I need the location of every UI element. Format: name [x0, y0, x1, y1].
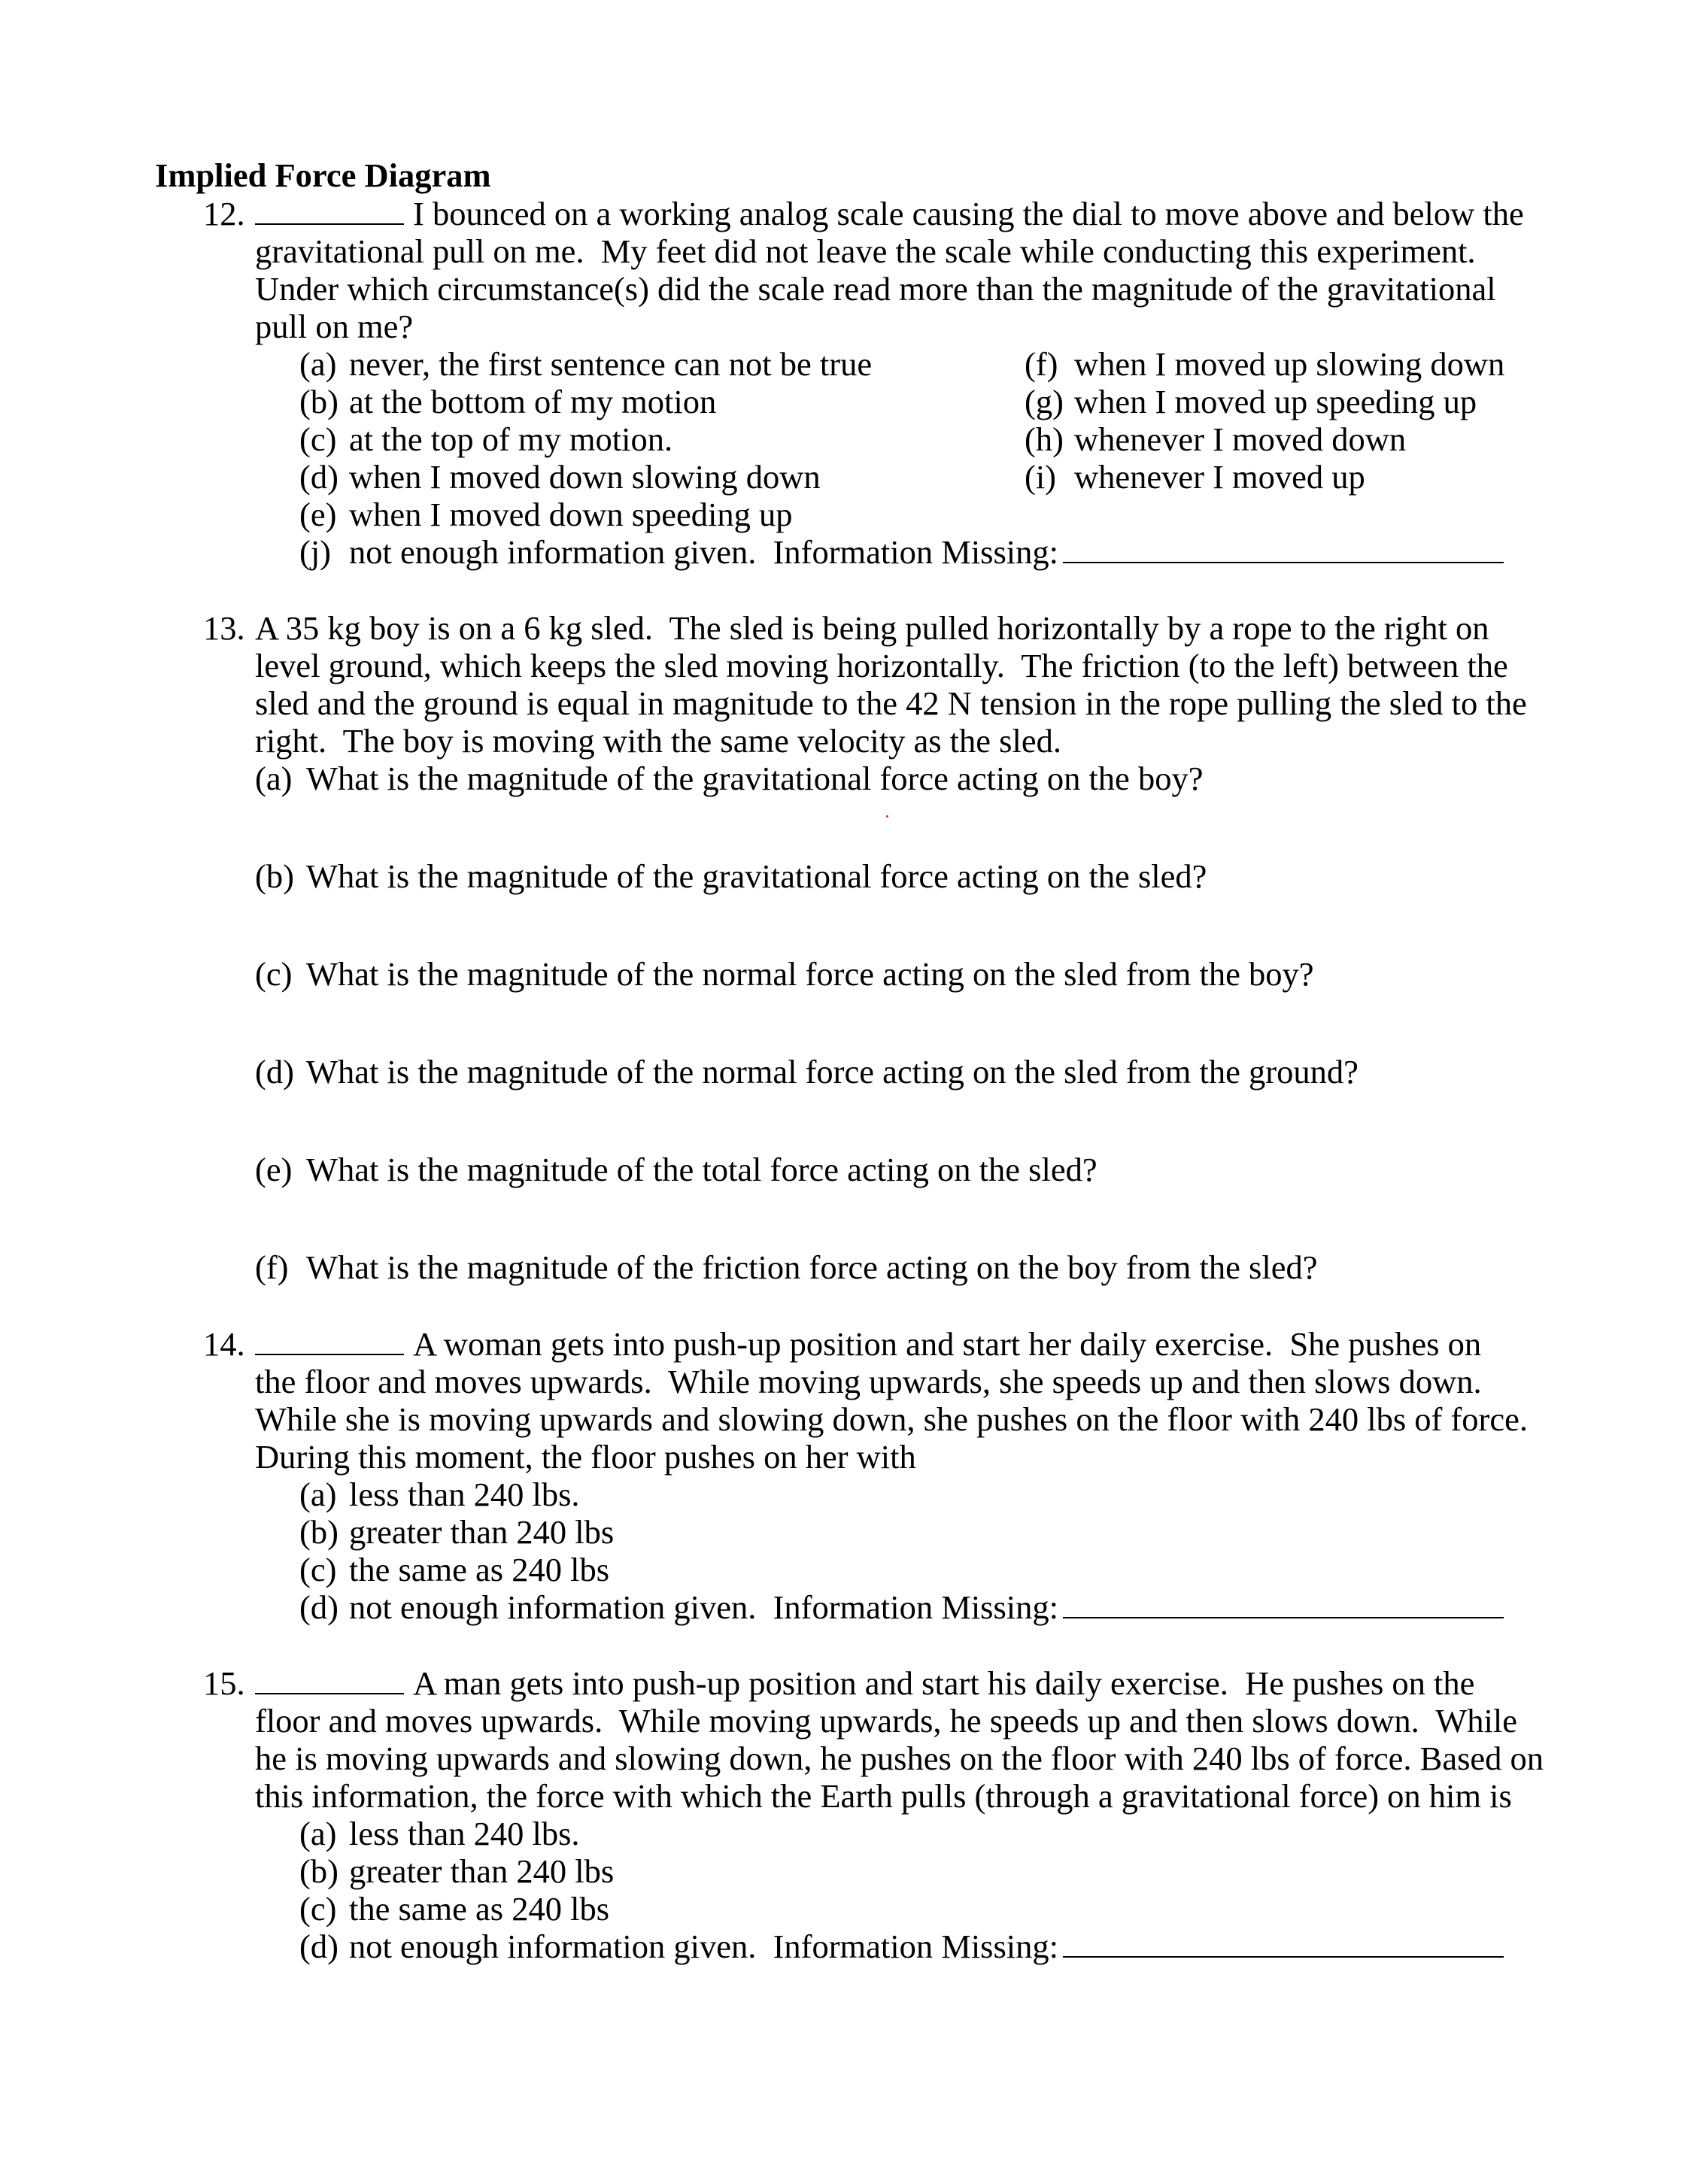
question-13-stem-line-3: sled and the ground is equal in magnitude to the 42 N tension in the rope pulling the sled to the: [255, 684, 1527, 722]
q13-subquestion-f: [255, 1248, 1317, 1286]
question-15-stem-line-4: this information, the force with which the Earth pulls (through a gravitational force) on him is: [255, 1777, 1512, 1815]
option-label: (i): [1025, 458, 1057, 496]
subquestion-text: What is the magnitude of the total force acting on the sled?: [306, 1151, 1098, 1188]
subquestion-label: (e): [255, 1151, 293, 1188]
question-12-stem-line-1: [255, 195, 1524, 232]
question-15-stem-line-2: floor and moves upwards. While moving upwards, he speeds up and then slows down. While: [255, 1702, 1517, 1740]
option-text: never, the first sentence can not be true: [349, 345, 873, 383]
q12-option-c: [299, 420, 672, 458]
option-label: (c): [299, 1551, 337, 1588]
question-15-stem-line-1: [255, 1664, 1474, 1702]
q12-option-d: [299, 458, 821, 496]
question-13-number: 13.: [203, 609, 245, 647]
option-text: the same as 240 lbs: [349, 1890, 610, 1928]
option-text: less than 240 lbs.: [349, 1815, 580, 1852]
question-13-stem-line-1: A 35 kg boy is on a 6 kg sled. The sled is being pulled horizontally by a rope to the right on: [255, 609, 1489, 647]
option-label: (d): [299, 458, 339, 496]
question-15-stem-line-3: he is moving upwards and slowing down, he pushes on the floor with 240 lbs of force. Based on: [255, 1740, 1544, 1777]
q12-option-g: [1025, 383, 1477, 420]
option-label: (f): [1025, 345, 1058, 383]
q15-stem-text-1: A man gets into push-up position and start his daily exercise. He pushes on the: [413, 1664, 1475, 1702]
question-12-stem-line-4: pull on me?: [255, 308, 414, 345]
question-14-number: 14.: [203, 1325, 245, 1363]
subquestion-text: What is the magnitude of the gravitational force acting on the boy?: [306, 760, 1204, 797]
option-label: (j): [299, 533, 332, 571]
option-text: not enough information given. Information Missing:: [349, 1928, 1059, 1965]
option-text: not enough information given. Information Missing:: [349, 533, 1059, 571]
option-text: at the bottom of my motion: [349, 383, 717, 420]
q13-subquestion-c: [255, 955, 1314, 993]
page-title: Implied Force Diagram: [155, 156, 491, 194]
subquestion-label: (a): [255, 760, 293, 797]
option-text: less than 240 lbs.: [349, 1476, 580, 1513]
option-label: (b): [299, 1513, 339, 1551]
information-missing-blank-12[interactable]: [1063, 533, 1504, 563]
q12-option-b: [299, 383, 716, 420]
option-label: (d): [299, 1928, 339, 1965]
option-label: (a): [299, 1815, 337, 1852]
q14-option-d: [299, 1588, 1504, 1626]
option-text: when I moved up slowing down: [1074, 345, 1505, 383]
question-12-stem-line-2: gravitational pull on me. My feet did not leave the scale while conducting this experiment.: [255, 232, 1476, 270]
option-text: not enough information given. Information Missing:: [349, 1588, 1059, 1626]
q12-stem-text-1: I bounced on a working analog scale causing the dial to move above and below the: [413, 195, 1524, 232]
option-label: (c): [299, 1890, 337, 1928]
option-label: (h): [1025, 420, 1064, 458]
question-14-stem-line-4: During this moment, the floor pushes on her with: [255, 1438, 916, 1476]
option-text: at the top of my motion.: [349, 420, 673, 458]
q12-option-h: [1025, 420, 1406, 458]
q14-stem-text-1: A woman gets into push-up position and start her daily exercise. She pushes on: [413, 1325, 1482, 1363]
answer-blank-14[interactable]: [255, 1325, 404, 1355]
question-13-stem-line-2: level ground, which keeps the sled moving horizontally. The friction (to the left) between the: [255, 647, 1508, 684]
q13-subquestion-b: [255, 857, 1207, 895]
question-12-stem-line-3: Under which circumstance(s) did the scale read more than the magnitude of the gravitational: [255, 270, 1496, 308]
q12-option-e: [299, 496, 793, 533]
q15-option-a: [299, 1815, 580, 1852]
q13-subquestion-d: [255, 1053, 1359, 1090]
q12-option-f: [1025, 345, 1504, 383]
stray-red-mark: [886, 815, 888, 817]
q13-subquestion-e: [255, 1151, 1098, 1188]
question-13-stem-line-4: right. The boy is moving with the same velocity as the sled.: [255, 722, 1061, 760]
option-text: when I moved down speeding up: [349, 496, 793, 533]
option-label: (a): [299, 1476, 337, 1513]
q12-option-j: [299, 533, 1504, 571]
option-label: (b): [299, 383, 339, 420]
question-12-number: 12.: [203, 195, 245, 232]
answer-blank-12[interactable]: [255, 195, 404, 225]
q15-option-c: [299, 1890, 609, 1928]
q12-option-a: [299, 345, 872, 383]
option-text: greater than 240 lbs: [349, 1852, 615, 1890]
information-missing-blank-15[interactable]: [1063, 1928, 1504, 1958]
option-text: whenever I moved down: [1074, 420, 1407, 458]
question-14-stem-line-1: [255, 1325, 1481, 1363]
q14-option-c: [299, 1551, 609, 1588]
option-label: (d): [299, 1588, 339, 1626]
subquestion-text: What is the magnitude of the friction force acting on the boy from the sled?: [306, 1248, 1318, 1286]
option-label: (b): [299, 1852, 339, 1890]
q14-option-a: [299, 1476, 580, 1513]
q12-option-i: [1025, 458, 1365, 496]
option-label: (c): [299, 420, 337, 458]
subquestion-text: What is the magnitude of the normal force acting on the sled from the boy?: [306, 955, 1314, 993]
option-label: (e): [299, 496, 337, 533]
question-14-stem-line-2: the floor and moves upwards. While moving upwards, she speeds up and then slows down.: [255, 1363, 1482, 1400]
q15-option-d: [299, 1928, 1504, 1965]
question-15-number: 15.: [203, 1664, 245, 1702]
option-label: (a): [299, 345, 337, 383]
option-text: the same as 240 lbs: [349, 1551, 610, 1588]
subquestion-label: (b): [255, 857, 294, 895]
q13-subquestion-a: [255, 760, 1203, 797]
q14-option-b: [299, 1513, 614, 1551]
question-14-stem-line-3: While she is moving upwards and slowing down, she pushes on the floor with 240 lbs of force.: [255, 1400, 1528, 1438]
subquestion-text: What is the magnitude of the gravitational force acting on the sled?: [306, 857, 1207, 895]
option-text: when I moved up speeding up: [1074, 383, 1477, 420]
subquestion-label: (d): [255, 1053, 294, 1090]
option-label: (g): [1025, 383, 1064, 420]
option-text: whenever I moved up: [1074, 458, 1365, 496]
answer-blank-15[interactable]: [255, 1664, 404, 1694]
subquestion-label: (c): [255, 955, 293, 993]
subquestion-label: (f): [255, 1248, 289, 1286]
option-text: when I moved down slowing down: [349, 458, 821, 496]
q15-option-b: [299, 1852, 614, 1890]
option-text: greater than 240 lbs: [349, 1513, 615, 1551]
subquestion-text: What is the magnitude of the normal force acting on the sled from the ground?: [306, 1053, 1359, 1090]
information-missing-blank-14[interactable]: [1063, 1588, 1504, 1618]
